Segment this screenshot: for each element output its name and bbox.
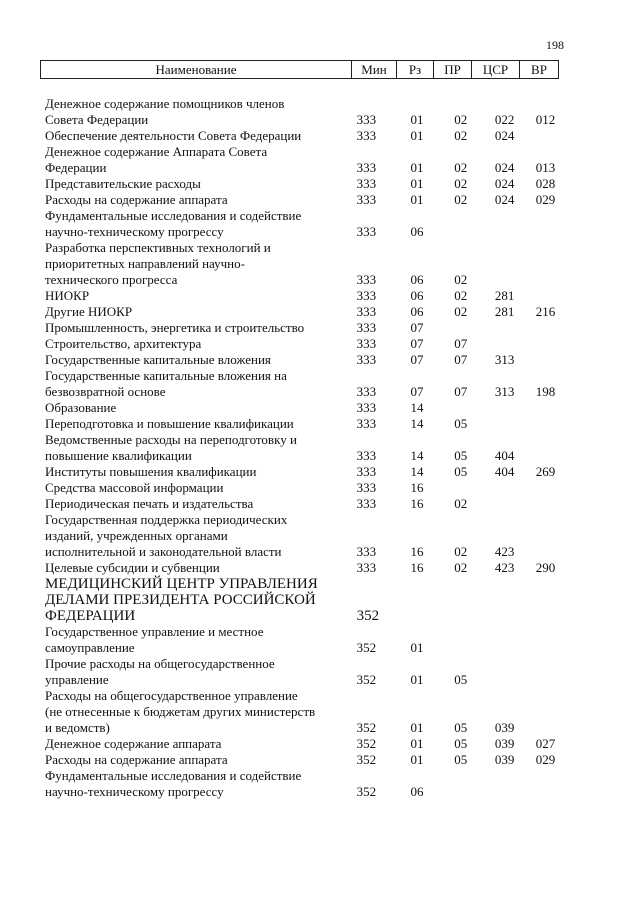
row-pr: 02 <box>454 304 468 319</box>
row-name: Строительство, архитектура <box>45 336 202 351</box>
table-row <box>45 144 565 176</box>
row-rz: 07 <box>410 320 424 335</box>
row-pr: 05 <box>454 416 468 431</box>
row-csr: 024 <box>494 192 515 207</box>
table-row <box>45 768 565 800</box>
table-header <box>40 60 559 79</box>
row-name: Обеспечение деятельности Совета Федерации <box>45 128 302 143</box>
row-pr: 05 <box>454 752 468 767</box>
table-row <box>45 288 565 304</box>
row-rz: 06 <box>410 224 424 239</box>
table-row <box>45 192 565 208</box>
row-min: 333 <box>356 176 377 191</box>
column-header-name: Наименование <box>41 61 352 78</box>
row-pr: 05 <box>454 448 468 463</box>
table-row <box>45 96 565 128</box>
row-name: Представительские расходы <box>45 176 201 191</box>
row-rz: 01 <box>410 192 424 207</box>
column-header-min: Мин <box>352 61 397 78</box>
row-csr: 039 <box>494 736 515 751</box>
row-min: 352 <box>356 752 377 767</box>
row-name: Прочие расходы на общегосударственное управление <box>45 656 275 687</box>
row-csr: 423 <box>494 544 515 559</box>
row-min: 333 <box>356 448 377 463</box>
row-name: Периодическая печать и издательства <box>45 496 254 511</box>
row-csr: 313 <box>494 352 515 367</box>
row-min: 333 <box>356 560 377 575</box>
row-vr: 028 <box>535 176 556 191</box>
row-rz: 16 <box>410 480 424 495</box>
row-min: 352 <box>356 784 377 799</box>
row-name: НИОКР <box>45 288 90 303</box>
row-rz: 01 <box>410 640 424 655</box>
row-min: 333 <box>356 304 377 319</box>
row-rz: 01 <box>410 128 424 143</box>
table-row <box>45 432 565 464</box>
row-vr: 013 <box>535 160 556 175</box>
row-pr: 02 <box>454 176 468 191</box>
table-row <box>45 240 565 288</box>
row-rz: 01 <box>410 112 424 127</box>
row-rz: 01 <box>410 176 424 191</box>
row-csr: 423 <box>494 560 515 575</box>
row-rz: 01 <box>410 736 424 751</box>
row-name: Образование <box>45 400 117 415</box>
row-vr: 269 <box>535 464 556 479</box>
table-row <box>45 688 565 736</box>
row-name: Денежное содержание аппарата <box>45 736 222 751</box>
row-min: 333 <box>356 416 377 431</box>
table-row <box>45 368 565 400</box>
table-row <box>45 336 565 352</box>
row-csr: 022 <box>494 112 515 127</box>
row-min: 333 <box>356 336 377 351</box>
row-rz: 16 <box>410 544 424 559</box>
table-row <box>45 496 565 512</box>
row-pr: 02 <box>454 544 468 559</box>
table-row <box>45 624 565 656</box>
row-rz: 14 <box>410 448 424 463</box>
row-csr: 404 <box>494 464 515 479</box>
row-vr: 012 <box>535 112 556 127</box>
row-csr: 281 <box>494 304 515 319</box>
row-rz: 01 <box>410 672 424 687</box>
table-row <box>45 304 565 320</box>
row-name: Ведомственные расходы на переподготовку и повышение квалификации <box>45 432 297 463</box>
table-row <box>45 656 565 688</box>
table-row <box>45 320 565 336</box>
row-name: Расходы на общегосударственное управление (не отнесенные к бюджетам других министерств и ведомств) <box>45 688 316 735</box>
row-name: Промышленность, энергетика и строительство <box>45 320 305 335</box>
row-pr: 07 <box>454 336 468 351</box>
column-header-vr: ВР <box>531 62 547 77</box>
row-pr: 07 <box>454 384 468 399</box>
row-min: 333 <box>356 288 377 303</box>
row-name: Денежное содержание Аппарата Совета Федерации <box>45 144 268 175</box>
row-csr: 313 <box>494 384 515 399</box>
row-min: 333 <box>356 544 377 559</box>
row-min: 352 <box>356 720 377 735</box>
row-name: Средства массовой информации <box>45 480 224 495</box>
row-vr: 198 <box>535 384 556 399</box>
row-name: Государственные капитальные вложения на безвозвратной основе <box>45 368 287 399</box>
row-rz: 06 <box>410 784 424 799</box>
row-pr: 02 <box>454 272 468 287</box>
row-csr: 024 <box>494 160 515 175</box>
column-header-csr: ЦСР <box>472 61 520 78</box>
row-rz: 06 <box>410 304 424 319</box>
row-rz: 01 <box>410 752 424 767</box>
table-row <box>45 208 565 240</box>
row-name: Государственные капитальные вложения <box>45 352 271 367</box>
row-min: 352 <box>356 608 380 624</box>
table-row <box>45 128 565 144</box>
row-pr: 05 <box>454 672 468 687</box>
row-min: 352 <box>356 640 377 655</box>
row-rz: 01 <box>410 720 424 735</box>
table-row <box>45 512 565 560</box>
row-pr: 02 <box>454 288 468 303</box>
row-csr: 404 <box>494 448 515 463</box>
row-rz: 16 <box>410 496 424 511</box>
table-row <box>45 464 565 480</box>
row-name: Расходы на содержание аппарата <box>45 752 228 767</box>
row-rz: 07 <box>410 352 424 367</box>
row-name: Целевые субсидии и субвенции <box>45 560 220 575</box>
row-min: 333 <box>356 224 377 239</box>
row-name: Расходы на содержание аппарата <box>45 192 228 207</box>
row-min: 333 <box>356 464 377 479</box>
row-min: 333 <box>356 272 377 287</box>
row-vr: 290 <box>535 560 556 575</box>
row-pr: 07 <box>454 352 468 367</box>
row-pr: 05 <box>454 464 468 479</box>
table-row <box>45 176 565 192</box>
page-number: 198 <box>546 38 564 52</box>
row-rz: 07 <box>410 384 424 399</box>
row-vr: 029 <box>535 192 556 207</box>
table-row <box>45 400 565 416</box>
row-min: 352 <box>356 672 377 687</box>
row-rz: 07 <box>410 336 424 351</box>
row-vr: 029 <box>535 752 556 767</box>
row-name: Государственная поддержка периодических изданий, учрежденных органами исполнительной и законодательной власти <box>45 512 288 559</box>
table-row <box>45 560 565 576</box>
row-rz: 16 <box>410 560 424 575</box>
table-row <box>45 480 565 496</box>
column-header-pr: ПР <box>434 61 472 78</box>
row-min: 333 <box>356 352 377 367</box>
row-name: Государственное управление и местное самоуправление <box>45 624 264 655</box>
row-csr: 039 <box>494 720 515 735</box>
table-row <box>45 752 565 768</box>
row-min: 333 <box>356 320 377 335</box>
row-min: 333 <box>356 384 377 399</box>
row-pr: 02 <box>454 112 468 127</box>
row-min: 333 <box>356 496 377 511</box>
row-pr: 02 <box>454 496 468 511</box>
row-rz: 14 <box>410 464 424 479</box>
table-row <box>45 576 565 624</box>
row-csr: 039 <box>494 752 515 767</box>
row-pr: 05 <box>454 736 468 751</box>
row-vr: 027 <box>535 736 556 751</box>
row-csr: 024 <box>494 128 515 143</box>
row-min: 333 <box>356 480 377 495</box>
row-pr: 02 <box>454 560 468 575</box>
row-rz: 14 <box>410 416 424 431</box>
row-min: 333 <box>356 128 377 143</box>
row-min: 333 <box>356 192 377 207</box>
row-rz: 06 <box>410 288 424 303</box>
row-csr: 024 <box>494 176 515 191</box>
table-row <box>45 352 565 368</box>
column-header-rz: Рз <box>397 61 434 78</box>
row-name: Разработка перспективных технологий и приоритетных направлений научно- технического прогресса <box>45 240 271 287</box>
row-pr: 02 <box>454 128 468 143</box>
row-pr: 02 <box>454 160 468 175</box>
row-csr: 281 <box>494 288 515 303</box>
row-name: Другие НИОКР <box>45 304 133 319</box>
row-min: 333 <box>356 112 377 127</box>
row-min: 333 <box>356 400 377 415</box>
row-pr: 05 <box>454 720 468 735</box>
row-name: МЕДИЦИНСКИЙ ЦЕНТР УПРАВЛЕНИЯ ДЕЛАМИ ПРЕЗИДЕНТА РОССИЙСКОЙ ФЕДЕРАЦИИ <box>45 576 318 624</box>
row-name: Фундаментальные исследования и содействие научно-техническому прогрессу <box>45 768 302 799</box>
table-row <box>45 416 565 432</box>
row-rz: 14 <box>410 400 424 415</box>
row-min: 352 <box>356 736 377 751</box>
table-row <box>45 736 565 752</box>
row-name: Денежное содержание помощников членов Совета Федерации <box>45 96 285 127</box>
table-body <box>45 96 565 800</box>
row-rz: 01 <box>410 160 424 175</box>
row-pr: 02 <box>454 192 468 207</box>
row-min: 333 <box>356 160 377 175</box>
row-rz: 06 <box>410 272 424 287</box>
row-vr: 216 <box>535 304 556 319</box>
row-name: Переподготовка и повышение квалификации <box>45 416 294 431</box>
row-name: Фундаментальные исследования и содействие научно-техническому прогрессу <box>45 208 302 239</box>
row-name: Институты повышения квалификации <box>45 464 257 479</box>
